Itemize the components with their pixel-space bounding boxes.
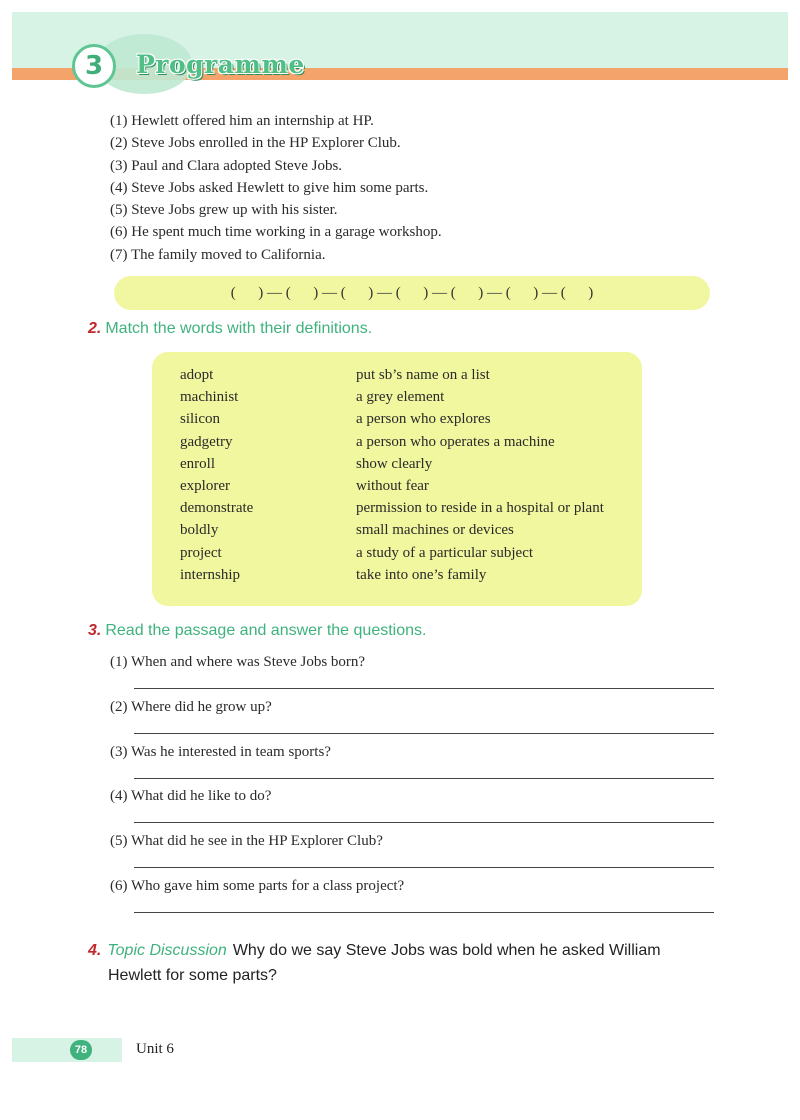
word-item: internship — [180, 566, 240, 583]
definition-column — [356, 364, 604, 586]
word-item: silicon — [180, 411, 220, 428]
unit-label: Unit 6 — [136, 1041, 174, 1057]
word-column — [180, 364, 253, 586]
topic-text-line1: Why do we say Steve Jobs was bold when he asked William — [232, 942, 661, 959]
word-item: boldly — [180, 522, 219, 539]
definition-item: take into one’s family — [356, 566, 487, 583]
answer-line[interactable] — [134, 867, 714, 868]
word-item: gadgetry — [180, 433, 233, 450]
word-item: explorer — [180, 477, 230, 494]
list-item: (6) He spent much time working in a garage workshop. — [110, 224, 442, 241]
word-item: project — [180, 544, 222, 561]
page-number: 78 — [70, 1040, 92, 1060]
page-title: Programme — [136, 50, 305, 79]
section-2-title: Match the words with their definitions. — [105, 320, 373, 337]
question-item — [110, 742, 404, 787]
section-3-heading — [88, 622, 426, 640]
definition-item: show clearly — [356, 455, 433, 472]
section-3-number: 3. — [88, 622, 102, 639]
word-item: machinist — [180, 389, 239, 406]
list-item: (5) Steve Jobs grew up with his sister. — [110, 202, 338, 219]
word-item: enroll — [180, 455, 215, 472]
word-item: adopt — [180, 367, 214, 383]
question-item — [110, 786, 404, 831]
answer-line[interactable] — [134, 912, 714, 913]
section-2-number: 2. — [88, 320, 102, 337]
definition-item: put sb’s name on a list — [356, 367, 490, 383]
definition-item: permission to reside in a hospital or plant — [356, 500, 604, 517]
question-text: (2) Where did he grow up? — [110, 698, 272, 715]
question-item — [110, 652, 404, 697]
section-4-number: 4. — [88, 942, 102, 959]
definition-item: a study of a particular subject — [356, 544, 534, 561]
question-item — [110, 876, 404, 921]
definition-item: a grey element — [356, 389, 445, 406]
topic-discussion — [88, 938, 708, 988]
word-item: demonstrate — [180, 500, 254, 517]
list-item: (2) Steve Jobs enrolled in the HP Explorer Club. — [110, 135, 401, 152]
questions-list — [110, 652, 404, 921]
question-text: (4) What did he like to do? — [110, 788, 272, 805]
answer-line[interactable] — [134, 778, 714, 779]
list-item: (4) Steve Jobs asked Hewlett to give him some parts. — [110, 179, 429, 196]
order-answer-bar[interactable]: ( ) — ( ) — ( ) — ( ) — ( ) — ( ) — ( ) — [114, 276, 710, 310]
list-item: (7) The family moved to California. — [110, 246, 326, 263]
question-item — [110, 697, 404, 742]
definition-item: small machines or devices — [356, 522, 514, 539]
question-text: (5) What did he see in the HP Explorer Club? — [110, 833, 383, 850]
question-item — [110, 831, 404, 876]
events-list — [110, 110, 442, 266]
list-item: (1) Hewlett offered him an internship at HP. — [110, 113, 374, 129]
section-number-badge: 3 — [72, 44, 116, 88]
definition-item: without fear — [356, 477, 429, 494]
list-item: (3) Paul and Clara adopted Steve Jobs. — [110, 157, 343, 174]
definition-item: a person who explores — [356, 411, 491, 428]
section-3-title: Read the passage and answer the questions. — [105, 622, 427, 639]
topic-text-line2: Hewlett for some parts? — [108, 967, 277, 984]
question-text: (1) When and where was Steve Jobs born? — [110, 654, 366, 670]
question-text: (3) Was he interested in team sports? — [110, 743, 331, 760]
answer-line[interactable] — [134, 733, 714, 734]
section-2-heading — [88, 320, 372, 338]
footer-band — [12, 1038, 122, 1062]
question-text: (6) Who gave him some parts for a class project? — [110, 877, 405, 894]
definition-item: a person who operates a machine — [356, 433, 555, 450]
answer-line[interactable] — [134, 688, 714, 689]
topic-label: Topic Discussion — [107, 942, 227, 959]
answer-line[interactable] — [134, 822, 714, 823]
